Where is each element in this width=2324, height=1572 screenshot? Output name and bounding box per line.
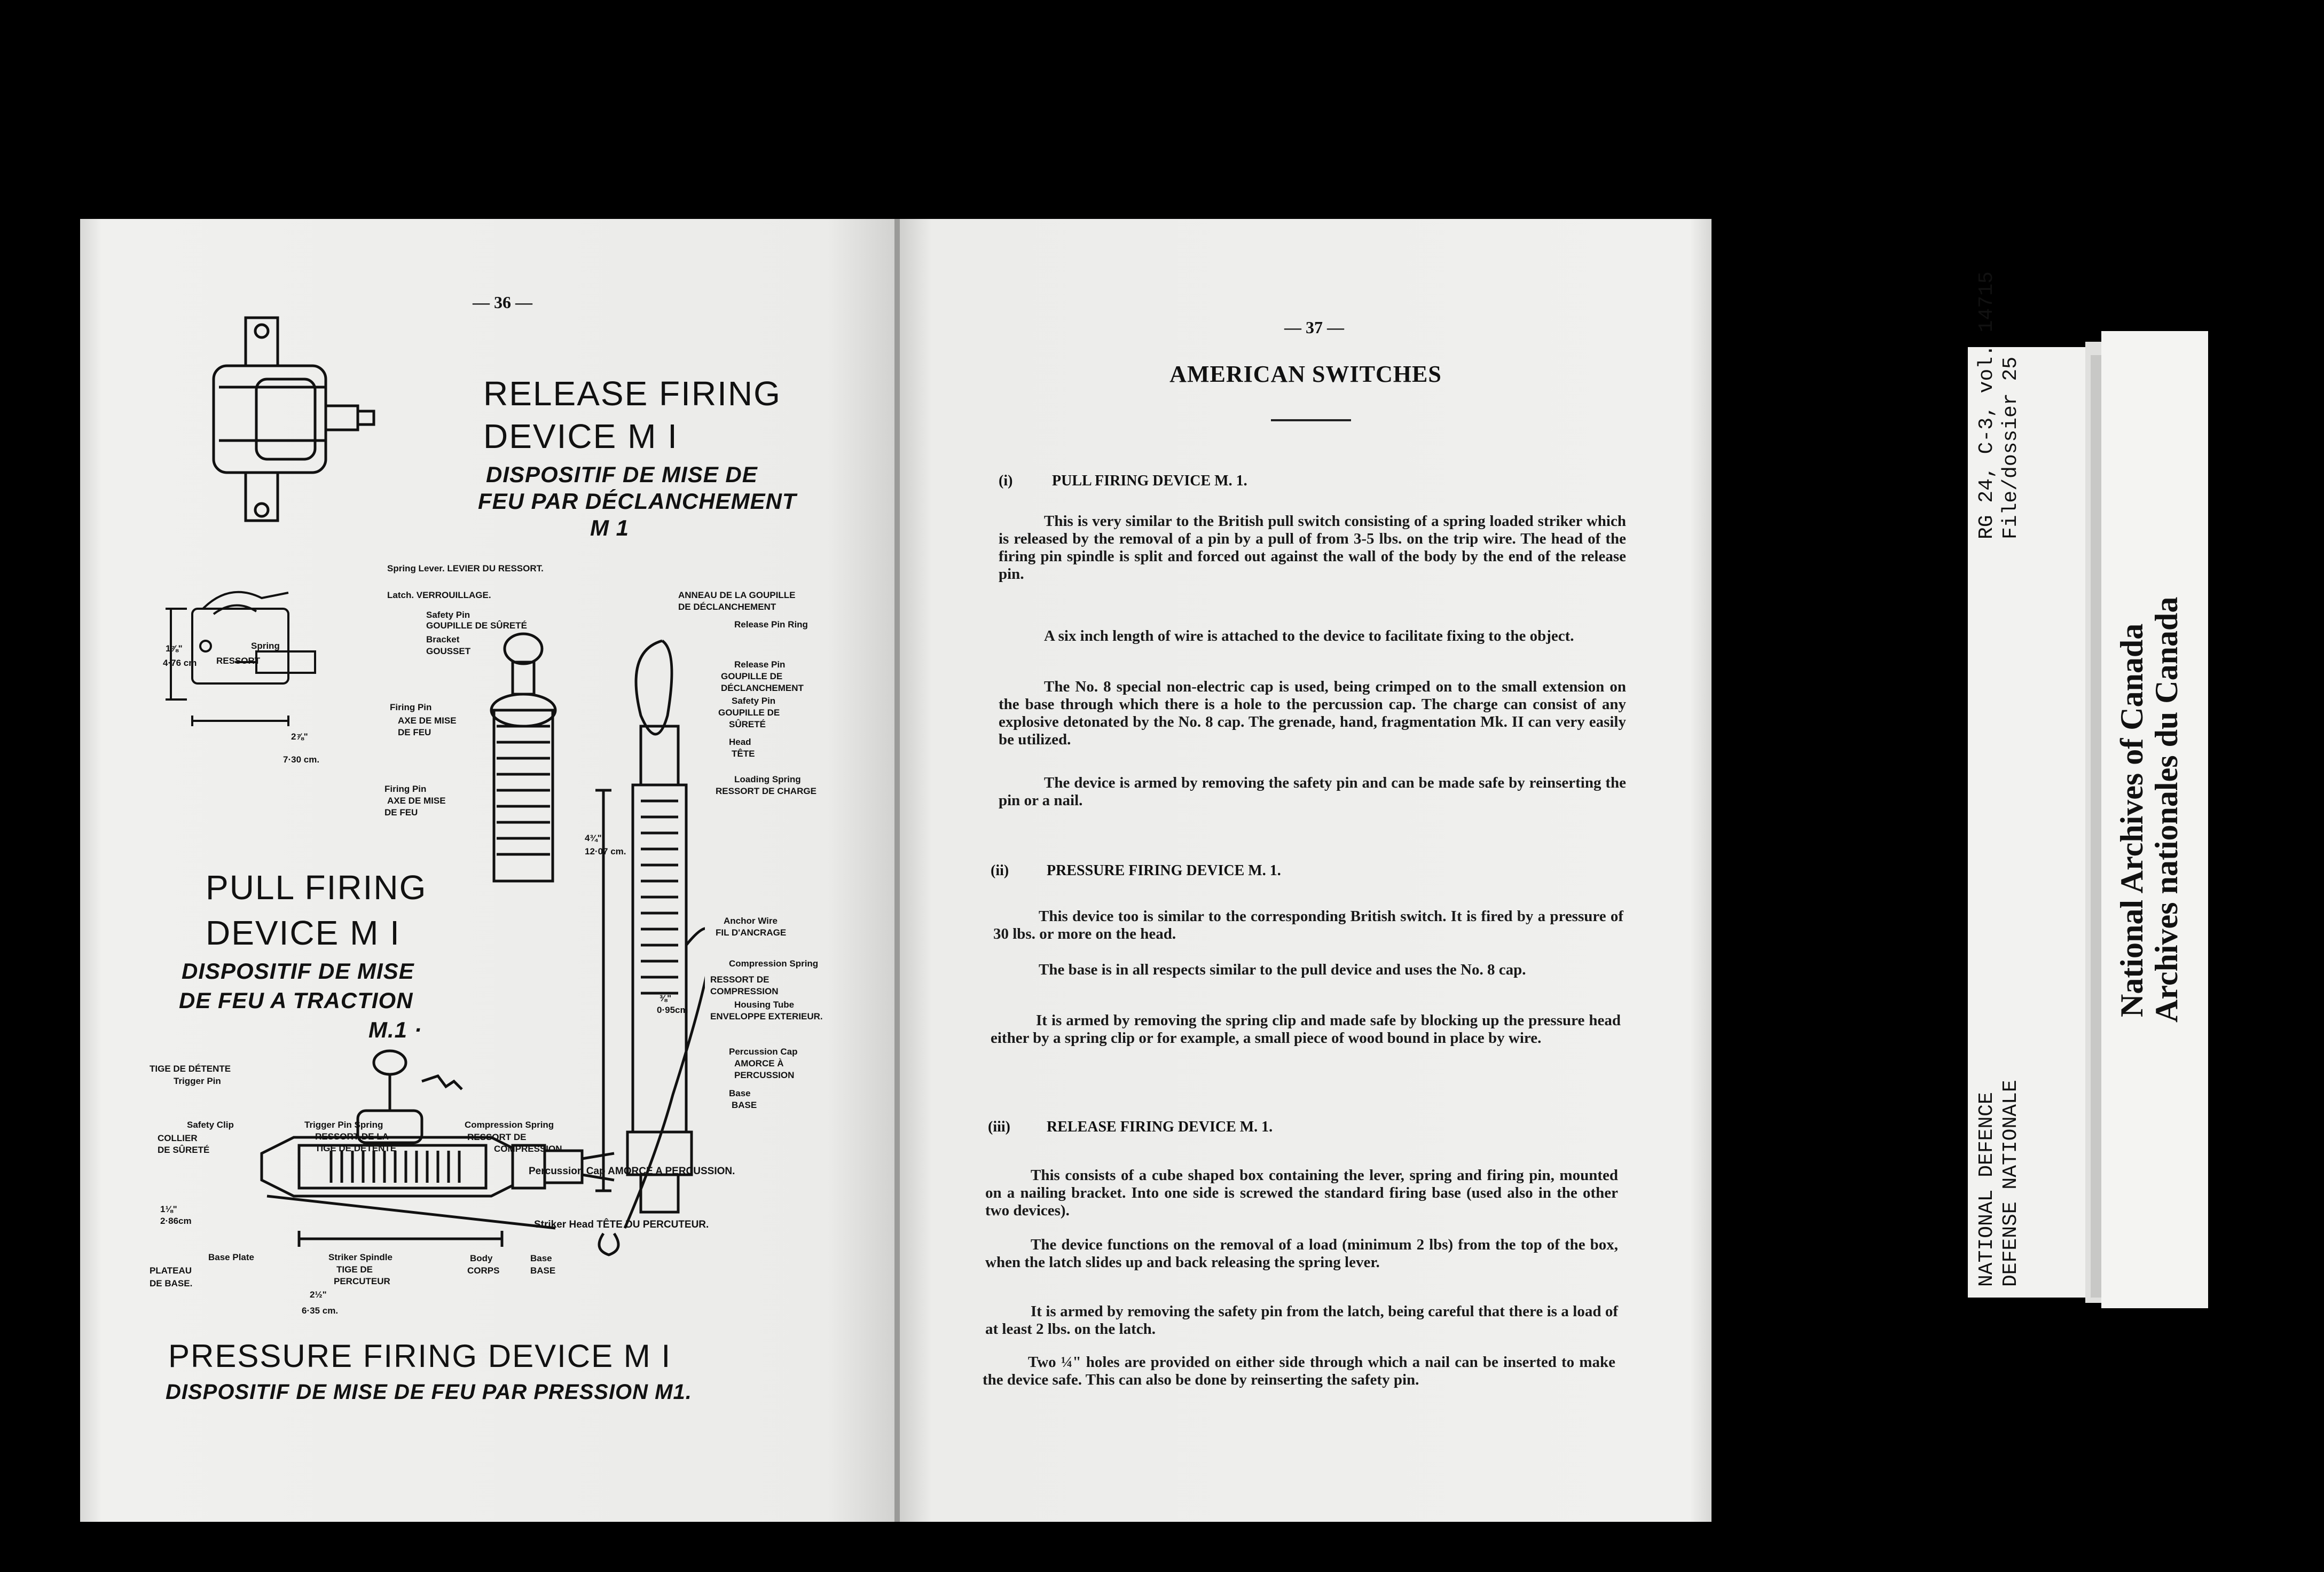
label-trigger-pin: Trigger Pin <box>174 1076 221 1086</box>
label-base-plate: Base Plate <box>208 1252 254 1262</box>
paragraph-1-1: This is very similar to the British pull switch consisting of a spring loaded striker which is released by the removal of a pin by a pull of from 3-5 lbs. on the trip wire. The head of the firing pin spindle is split and forced out against the wall of the body by the end of the release pin. <box>999 513 1626 583</box>
archive-org-fr: Archives nationales du Canada <box>2149 596 2184 1023</box>
section-title-1: (i) PULL FIRING DEVICE M. 1. <box>999 473 1247 489</box>
label-compression-spring-fr1: RESSORT DE <box>710 974 770 985</box>
release-title-line2: DEVICE M I <box>483 417 678 455</box>
left-page <box>80 219 900 1522</box>
archive-department-fr: DEFENSE NATIONALE <box>1999 1080 2022 1287</box>
label-compression-spring: Compression Spring <box>729 958 819 969</box>
release-french-line3: M 1 <box>590 515 630 540</box>
label-pull-safety-pin-fr2: SÛRETÉ <box>729 719 766 729</box>
label-trigger-pin-spring: Trigger Pin Spring <box>304 1120 383 1130</box>
label-loading-spring-fr: RESSORT DE CHARGE <box>716 786 816 796</box>
label-head: Head <box>729 737 751 747</box>
label-compression-spring-fr2: COMPRESSION <box>710 986 779 996</box>
paragraph-2-2: The base is in all respects similar to the pull device and uses the No. 8 cap. <box>1039 961 1526 978</box>
label-pull-dim2: 12·07 cm. <box>585 846 626 856</box>
label-pull-firing-pin-fr2: DE FEU <box>384 807 418 818</box>
label-body-fr: CORPS <box>467 1266 500 1276</box>
label-release-pin-ring: Release Pin Ring <box>734 619 808 630</box>
label-press-percussion-cap: Percussion Cap AMORCE A PERCUSSION. <box>529 1166 735 1177</box>
label-press-compression-spring-fr2: COMPRESSION. <box>494 1144 565 1154</box>
label-trigger-pin-spring-fr1: RESSORT DE LA <box>315 1131 389 1142</box>
label-housing-tube: Housing Tube <box>734 1000 795 1010</box>
label-trigger-fr: TIGE DE DÉTENTE <box>150 1064 231 1074</box>
archive-department-en: NATIONAL DEFENCE <box>1975 1092 1998 1287</box>
label-ring-fr2: DE DÉCLANCHEMENT <box>678 602 776 612</box>
label-pull-dim1: 4¾" <box>585 833 602 843</box>
label-press-base-fr: BASE <box>530 1266 556 1276</box>
archive-reference-line1: RG 24, C-3, vol. 14715 <box>1975 271 1998 539</box>
label-striker-spindle-fr1: TIGE DE <box>336 1264 373 1275</box>
label-ring-fr1: ANNEAU DE LA GOUPILLE <box>678 590 796 600</box>
label-press-dim-w1: 2½" <box>310 1290 327 1300</box>
label-release-dim-w1: 2⅞" <box>291 732 308 742</box>
label-base-plate-fr1: PLATEAU <box>150 1266 192 1276</box>
label-striker-head: Striker Head TÊTE DU PERCUTEUR. <box>534 1219 709 1230</box>
page-number-left: — 36 — <box>473 293 532 312</box>
label-percussion-cap-fr1: AMORCE À <box>734 1058 784 1068</box>
label-safety-pin-fr: GOUPILLE DE SÛRETÉ <box>426 620 527 631</box>
label-striker-spindle: Striker Spindle <box>328 1252 392 1262</box>
label-firing-pin-fr1: AXE DE MISE <box>398 716 457 726</box>
label-safety-clip: Safety Clip <box>187 1120 234 1130</box>
label-trigger-pin-spring-fr2: TIGE DE DÉTENTE <box>315 1143 397 1153</box>
archive-org-en: National Archives of Canada <box>2114 623 2149 1017</box>
label-pull-firing-pin-fr1: AXE DE MISE <box>387 796 446 806</box>
label-press-compression-spring-fr1: RESSORT DE <box>467 1132 527 1142</box>
pressure-title: PRESSURE FIRING DEVICE M I <box>168 1338 672 1374</box>
label-spring-fr: RESSORT <box>216 656 261 666</box>
label-press-base: Base <box>530 1253 552 1263</box>
label-release-dim-h2: 4·76 cm <box>163 658 197 668</box>
archive-reference-line2: File/dossier 25 <box>1999 356 2022 539</box>
label-press-dim-h2: 2·86cm <box>160 1216 192 1226</box>
pull-title-line2: DEVICE M I <box>206 914 401 952</box>
label-body: Body <box>470 1253 493 1263</box>
paragraph-3-1: This consists of a cube shaped box containing the lever, spring and firing pin, mounted on a nailing bracket. Into one side is screwed the standard firing base (used also in the other two devices). <box>985 1167 1618 1219</box>
label-spring-lever: Spring Lever. LEVIER DU RESSORT. <box>387 563 544 573</box>
open-book <box>80 219 1711 1522</box>
label-pull-firing-pin: Firing Pin <box>384 784 427 794</box>
label-release-dim-w2: 7·30 cm. <box>283 754 320 765</box>
label-anchor-wire: Anchor Wire <box>724 916 778 926</box>
page-number-right: — 37 — <box>1284 318 1344 337</box>
paragraph-2-3: It is armed by removing the spring clip and made safe by blocking up the pressure head either by a spring clip or for example, a small piece of wood bound in place by wire. <box>991 1012 1621 1047</box>
paragraph-3-4: Two ¼" holes are provided on either side through which a nail can be inserted to make the device safe. This can also be done by reinserting the safety pin. <box>983 1354 1615 1388</box>
section-title-2: (ii) PRESSURE FIRING DEVICE M. 1. <box>991 862 1281 879</box>
paragraph-3-3: It is armed by removing the safety pin from the latch, being careful that there is a load of at least 2 lbs. on the latch. <box>985 1303 1618 1338</box>
label-press-dim-w2: 6·35 cm. <box>302 1306 339 1316</box>
card-shadow <box>2091 355 2101 1298</box>
label-safety-clip-fr2: DE SÛRETÉ <box>158 1145 210 1155</box>
label-base: Base <box>729 1088 751 1098</box>
paragraph-1-3: The No. 8 special non-electric cap is used, being crimped on to the small extension on the base through which there is a hole to the percussion cap. The charge can consist of any explosive detonated by the No. 8 cap. The grenade, hand, fragmentation Mk. II can very easily be utilized. <box>999 678 1626 748</box>
label-dim-small1: ⅜" <box>659 993 672 1003</box>
label-safety-pin: Safety Pin <box>426 610 470 620</box>
pull-french-line1: DISPOSITIF DE MISE <box>182 958 414 984</box>
label-pull-safety-pin-fr1: GOUPILLE DE <box>718 708 780 718</box>
release-french-line2: FEU PAR DÉCLANCHEMENT <box>478 489 797 514</box>
label-latch: Latch. VERROUILLAGE. <box>387 590 491 600</box>
label-loading-spring: Loading Spring <box>734 774 801 784</box>
paragraph-3-2: The device functions on the removal of a load (minimum 2 lbs) from the top of the box, when the latch slides up and back releasing the spring lever. <box>985 1236 1618 1271</box>
page-heading: AMERICAN SWITCHES <box>1169 361 1442 387</box>
label-striker-spindle-fr2: PERCUTEUR <box>334 1276 390 1286</box>
label-bracket-fr: GOUSSET <box>426 646 471 656</box>
paragraph-1-4: The device is armed by removing the safety pin and can be made safe by reinserting the pin or a nail. <box>999 774 1626 809</box>
pressure-french: DISPOSITIF DE MISE DE FEU PAR PRESSION M1. <box>166 1380 692 1404</box>
label-housing-tube-fr: ENVELOPPE EXTERIEUR. <box>710 1011 823 1021</box>
paragraph-1-2: A six inch length of wire is attached to the device to facilitate fixing to the object. <box>1044 627 1574 644</box>
label-pull-safety-pin: Safety Pin <box>732 696 776 706</box>
label-release-pin-fr1: GOUPILLE DE <box>721 671 783 681</box>
label-release-dim-h1: 1⅞" <box>166 643 183 654</box>
label-press-dim-h1: 1⅛" <box>160 1204 177 1214</box>
pull-french-line2: DE FEU A TRACTION <box>179 988 413 1013</box>
label-firing-pin: Firing Pin <box>390 702 432 712</box>
release-device-drawing <box>203 307 427 558</box>
label-anchor-wire-fr: FIL D'ANCRAGE <box>716 928 787 938</box>
pull-title-line1: PULL FIRING <box>206 868 427 907</box>
heading-rule <box>1271 419 1351 421</box>
pull-french-line3: M.1 · <box>368 1017 422 1042</box>
section-title-3: (iii) RELEASE FIRING DEVICE M. 1. <box>988 1119 1273 1135</box>
label-percussion-cap: Percussion Cap <box>729 1047 798 1057</box>
label-release-pin-fr2: DÉCLANCHEMENT <box>721 683 804 693</box>
label-base-plate-fr2: DE BASE. <box>150 1278 193 1288</box>
paragraph-2-1: This device too is similar to the corresponding British switch. It is fired by a pressure of 30 lbs. or more on the head. <box>993 908 1623 942</box>
label-bracket: Bracket <box>426 634 460 644</box>
label-dim-small2: 0·95cm <box>657 1005 688 1015</box>
label-firing-pin-fr2: DE FEU <box>398 727 431 737</box>
label-base-fr: BASE <box>732 1100 757 1110</box>
label-spring: Spring <box>251 641 280 651</box>
label-percussion-cap-fr2: PERCUSSION <box>734 1070 795 1080</box>
release-title-line1: RELEASE FIRING <box>483 374 781 413</box>
label-safety-clip-fr1: COLLIER <box>158 1133 198 1143</box>
release-french-line1: DISPOSITIF DE MISE DE <box>486 462 758 487</box>
label-release-pin: Release Pin <box>734 659 786 670</box>
label-press-compression-spring: Compression Spring <box>465 1120 554 1130</box>
label-head-fr: TÊTE <box>732 749 755 759</box>
